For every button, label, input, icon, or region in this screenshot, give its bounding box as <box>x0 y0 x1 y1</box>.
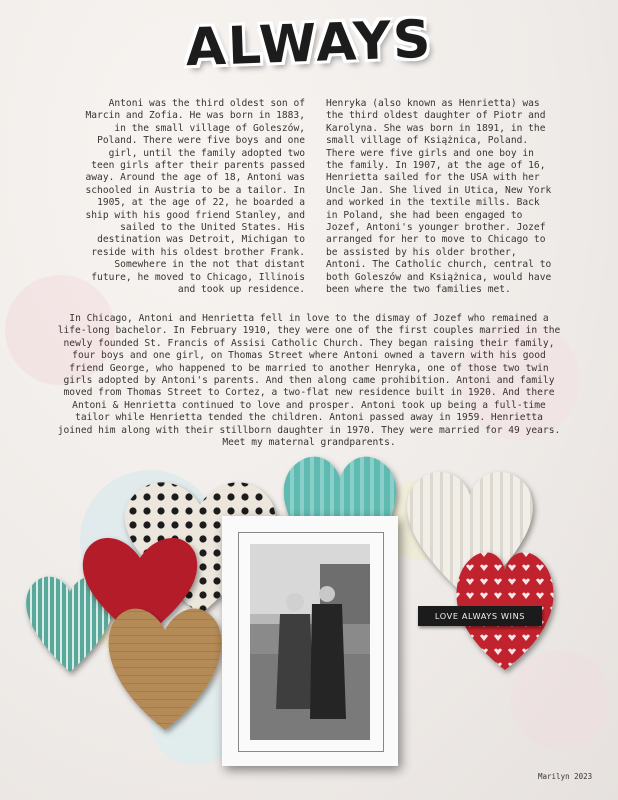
black-white-photo-illustration <box>250 544 370 740</box>
henrietta-story: Henryka (also known as Henrietta) was the third oldest daughter of Piotr and Karolyna. She was born in 1891, in the small village of Książnica, Poland. There were five girls and one boy in the family. In 1907, at the age of 16, Henrietta sailed for the USA with her Uncle Jan. She lived in Utica, New York and worked in the textile mills. Back in Poland, she had been engaged to Jozef, Antoni's younger brother. Jozef arranged for her to move to Chicago to be assisted by his older brother, Antoni. The Catholic church, central to both Goleszów and Książnica, would have been where the two families met. <box>326 98 552 296</box>
grandparents-photo <box>250 544 370 740</box>
antoni-story: Antoni was the third oldest son of Marcin and Zofia. He was born in 1883, in the small village of Goleszów, Poland. There were five boys and one girl, until the family adopted two teen girls after their parents passed away. Around the age of 18, Antoni was schooled in Austria to be a tailor. In 1905, at the age of 22, he boarded a ship with his good friend Stanley, and sailed to the United States. His destination was Detroit, Michigan to reside with his oldest brother Frank. Somewhere in the not that distant future, he moved to Chicago, Illinois and took up residence. <box>85 98 305 296</box>
page-title: ALWAYS <box>184 9 434 79</box>
shared-story-paragraph: In Chicago, Antoni and Henrietta fell in love to the dismay of Jozef who remained a life-long bachelor. In February 1910, they were one of the first couples married in the newly founded St. Francis of Assisi Catholic Church. They began raising their family, four boys and one girl, on Thomas Street where Antoni owned a tavern with his good friend George, who happened to be married to another Henryka, one of those two twin girls adopted by Antoni's parents. And then along came prohibition. Antoni and family moved from Thomas Street to Cortez, a two-flat new residence built in 1920. And there Antoni & Henrietta continued to love and prosper. Antoni took up being a full-time tailor while Henrietta tended the children. Antoni passed away in 1959. Henrietta joined him along with their stillborn daughter in 1970. They were married for 49 years. Meet my maternal grandparents. <box>57 313 561 449</box>
author-credit: Marilyn 2023 <box>538 772 593 781</box>
vintage-photo-card <box>222 516 398 766</box>
love-always-wins-tag: LOVE ALWAYS WINS <box>418 606 542 626</box>
kraft-paper-heart <box>109 609 222 730</box>
